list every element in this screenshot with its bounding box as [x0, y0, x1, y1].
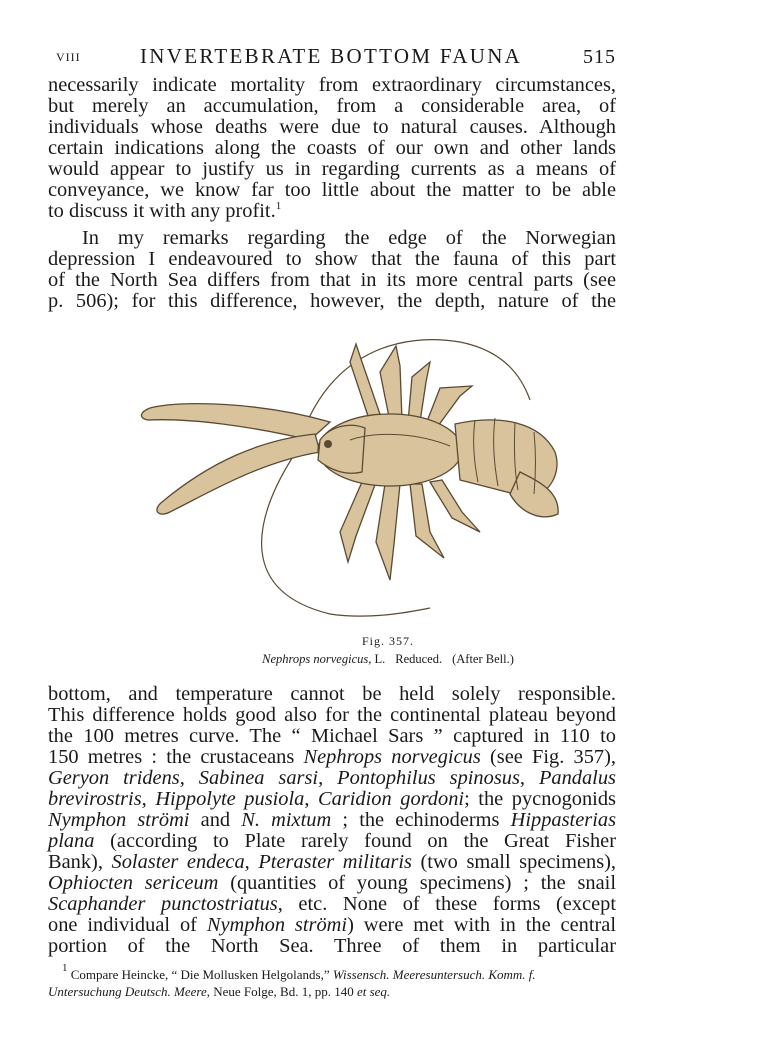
text-line: This difference holds good also for the continental plateau beyond [48, 704, 616, 726]
text-line: the 100 metres curve. The “ Michael Sars ” captured in 110 to [48, 725, 616, 747]
species-name: Ophiocten sericeum [48, 872, 219, 894]
text-line: but merely an accumulation, from a considerable area, of [48, 95, 616, 117]
footnote [48, 962, 616, 1000]
leg [380, 346, 402, 422]
eye [324, 440, 332, 448]
paragraph-2 [48, 228, 616, 312]
text-line: individuals whose deaths were due to natural causes. Although [48, 116, 616, 138]
footnote-marker[interactable]: 1 [275, 200, 282, 212]
figure-number: Fig. 357. [361, 634, 414, 648]
species-name: Pontophilus spinosus [337, 767, 520, 789]
text-line: Geryon tridens, Sabinea sarsi, Pontophilus spinosus, Pandalus [48, 767, 616, 789]
caption-note: Reduced. [395, 652, 443, 666]
text-line-content: to discuss it with any profit. [48, 200, 276, 222]
text-line: conveyance, we know far too little about the matter to be able [48, 179, 616, 201]
species-name: Hippasterias [510, 809, 616, 831]
species-name: Pteraster militaris [258, 851, 412, 873]
page-number: 515 [583, 46, 616, 68]
leg [430, 480, 480, 532]
text-line: Scaphander punctostriatus, etc. None of these forms (except [48, 893, 616, 915]
footnote-line: Untersuchung Deutsch. Meere, Neue Folge, Bd. 1, pp. 140 et seq. [48, 984, 391, 999]
text-line: 150 metres : the crustaceans Nephrops norvegicus (see Fig. 357), [48, 746, 616, 768]
text-line: In my remarks regarding the edge of the Norwegian [82, 227, 616, 249]
text-line: p. 506); for this difference, however, the depth, nature of the [48, 290, 616, 312]
species-name: Caridion gordoni [318, 788, 465, 810]
journal-title: Wissensch. Meeresuntersuch. Komm. f. [332, 967, 536, 982]
paragraph-3 [48, 684, 616, 957]
species-name: Nymphon strömi [206, 914, 348, 936]
footnote-number: 1 [62, 962, 68, 974]
text-line: bottom, and temperature cannot be held solely responsible. [48, 683, 616, 705]
text-line: would appear to justify us in regarding currents as a means of [48, 158, 616, 180]
text-line: certain indications along the coasts of our own and other lands [48, 137, 616, 159]
leg [408, 362, 430, 422]
authority: L. [374, 652, 386, 666]
figure-caption [0, 652, 776, 667]
species-name: Sabinea sarsi [198, 767, 319, 789]
lobster-illustration [100, 322, 640, 622]
text-line: necessarily indicate mortality from extraordinary circumstances, [48, 74, 616, 96]
species-name: Hippolyte pusiola [155, 788, 305, 810]
text-line: depression I endeavoured to show that the fauna of this part [48, 248, 616, 270]
text-line [48, 201, 616, 222]
caption-sep: , [368, 652, 375, 666]
species-name: plana [48, 830, 95, 852]
leg [426, 386, 472, 426]
species-name: Geryon tridens [48, 767, 180, 789]
caption-source: (After Bell.) [452, 652, 514, 666]
leg [340, 482, 376, 562]
journal-title: Untersuchung Deutsch. Meere [48, 984, 207, 999]
running-header [48, 44, 616, 70]
text-line: of the North Sea differs from that in its more central parts (see [48, 269, 616, 291]
claw-upper [141, 404, 330, 440]
footnote-line: $^1$ Compare Heincke, “ Die Mollusken Helgolands,” Wissensch. Meeresuntersuch. Komm. f. [62, 962, 536, 982]
text-line: one individual of Nymphon strömi) were met with in the central [48, 914, 616, 936]
nephrops-drawing [100, 322, 640, 622]
citation-abbrev: et seq. [356, 984, 391, 999]
text-line: brevirostris, Hippolyte pusiola, Caridion gordoni; the pycnogonids [48, 788, 616, 810]
species-name: Nephrops norvegicus [303, 746, 481, 768]
text-line: Nymphon strömi and N. mixtum ; the echinoderms Hippasterias [48, 809, 616, 831]
text-line: portion of the North Sea. Three of them in particular [48, 935, 616, 957]
claw-lower [157, 434, 320, 514]
species-name: Solaster endeca [111, 851, 245, 873]
species-name: N. mixtum [241, 809, 332, 831]
species-name: Nephrops norvegicus [262, 652, 369, 666]
running-title: INVERTEBRATE BOTTOM FAUNA [140, 44, 523, 68]
species-name: Pandalus [538, 767, 616, 789]
signature-mark: VIII [56, 50, 81, 64]
leg [376, 484, 400, 580]
text-line: plana (according to Plate rarely found on the Great Fisher [48, 830, 616, 852]
species-name: Nymphon strömi [48, 809, 190, 831]
species-name: brevirostris [48, 788, 142, 810]
paragraph-1 [48, 75, 616, 222]
species-name: Scaphander punctostriatus [48, 893, 278, 915]
text-line: Bank), Solaster endeca, Pteraster militaris (two small specimens), [48, 851, 617, 873]
text-line: Ophiocten sericeum (quantities of young specimens) ; the snail [48, 872, 616, 894]
